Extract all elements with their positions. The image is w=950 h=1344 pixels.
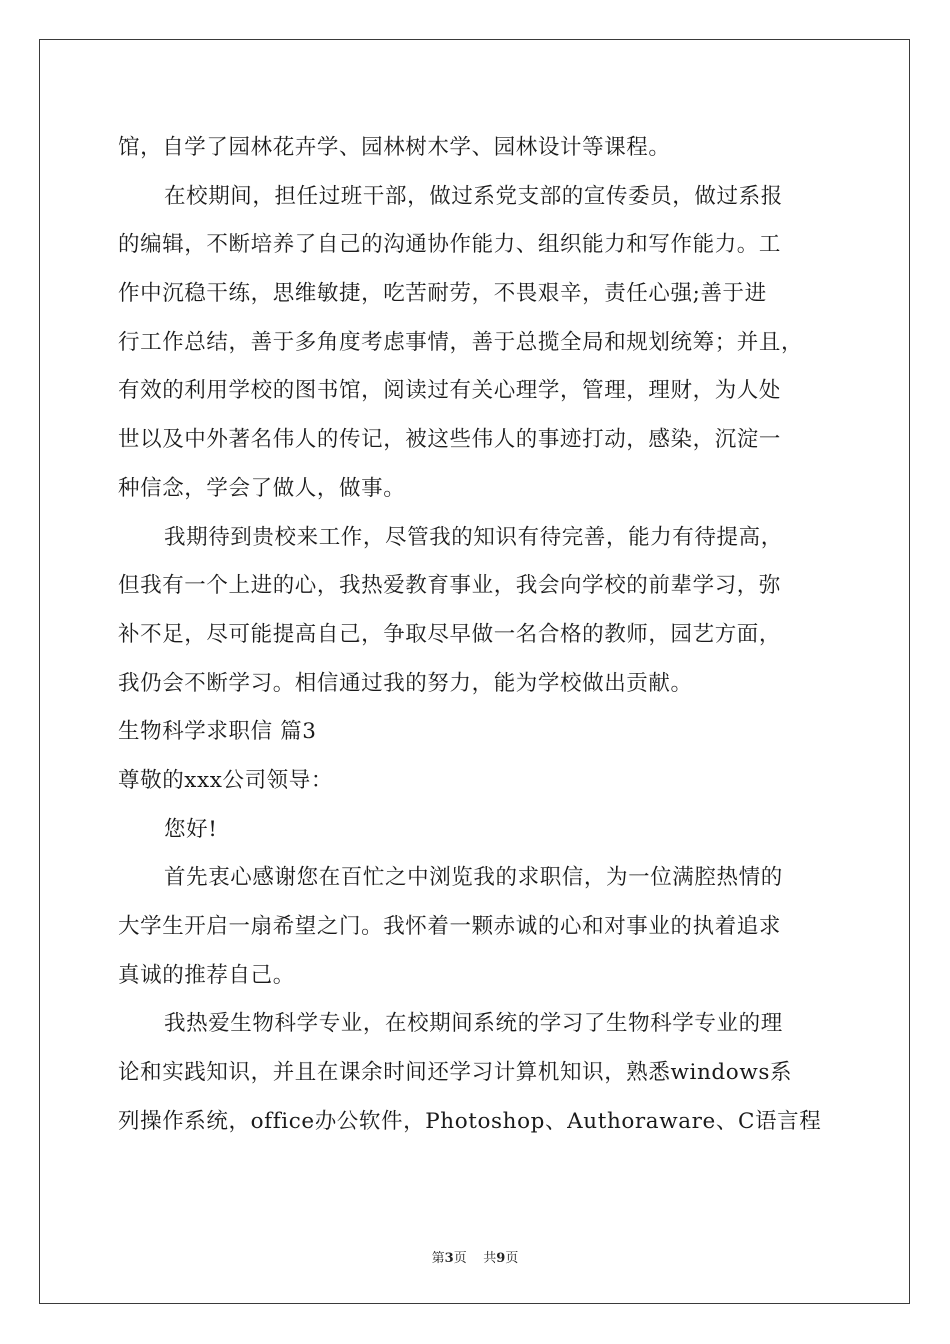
- text-line: 有效的利用学校的图书馆，阅读过有关心理学，管理，理财，为人处: [118, 378, 782, 404]
- text-line: 我热爱生物科学专业，在校期间系统的学习了生物科学专业的理: [164, 1011, 783, 1037]
- text-line: 但我有一个上进的心，我热爱教育事业，我会向学校的前辈学习，弥: [118, 573, 782, 599]
- text-line: 首先衷心感谢您在百忙之中浏览我的求职信，为一位满腔热情的: [164, 865, 783, 891]
- total-label-prefix: 共: [483, 1251, 497, 1266]
- text-line: 作中沉稳干练，思维敏捷，吃苦耐劳，不畏艰辛，责任心强;善于进: [118, 281, 767, 307]
- text-line: 大学生开启一扇希望之门。我怀着一颗赤诚的心和对事业的执着追求: [118, 914, 782, 939]
- page-footer: [0, 1247, 950, 1266]
- text-line: 行工作总结，善于多角度考虑事情，善于总揽全局和规划统筹；并且，: [118, 329, 804, 355]
- total-label-suffix: 页: [505, 1251, 519, 1266]
- text-line: 列操作系统，office办公软件，Photoshop、Authoraware、C语言程: [118, 1108, 822, 1134]
- text-line: 世以及中外著名伟人的传记，被这些伟人的事迹打动，感染，沉淀一: [118, 427, 782, 453]
- page-label-prefix: 第: [431, 1251, 445, 1266]
- text-line: 种信念，学会了做人，做事。: [118, 475, 406, 501]
- text-line: 馆，自学了园林花卉学、园林树木学、园林设计等课程。: [118, 135, 671, 160]
- text-line: 论和实践知识，并且在课余时间还学习计算机知识，熟悉windows系: [118, 1060, 793, 1086]
- greeting: 您好!: [164, 816, 218, 842]
- salutation: 尊敬的xxx公司领导：: [118, 767, 333, 793]
- document-body: [118, 128, 838, 1150]
- current-page-number: 3: [444, 1251, 454, 1266]
- text-line: 的编辑，不断培养了自己的沟通协作能力、组织能力和写作能力。工: [118, 232, 782, 258]
- page-label-suffix: 页: [453, 1251, 467, 1266]
- text-line: 我仍会不断学习。相信通过我的努力，能为学校做出贡献。: [118, 670, 693, 696]
- text-line: 真诚的推荐自己。: [118, 962, 295, 988]
- text-line: 我期待到贵校来工作，尽管我的知识有待完善，能力有待提高，: [164, 524, 783, 550]
- text-line: 在校期间，担任过班干部，做过系党支部的宣传委员，做过系报: [164, 183, 783, 209]
- text-line: 补不足，尽可能提高自己，争取尽早做一名合格的教师，园艺方面，: [118, 621, 782, 647]
- section-heading: 生物科学求职信 篇3: [118, 719, 317, 745]
- total-pages-number: 9: [496, 1251, 506, 1266]
